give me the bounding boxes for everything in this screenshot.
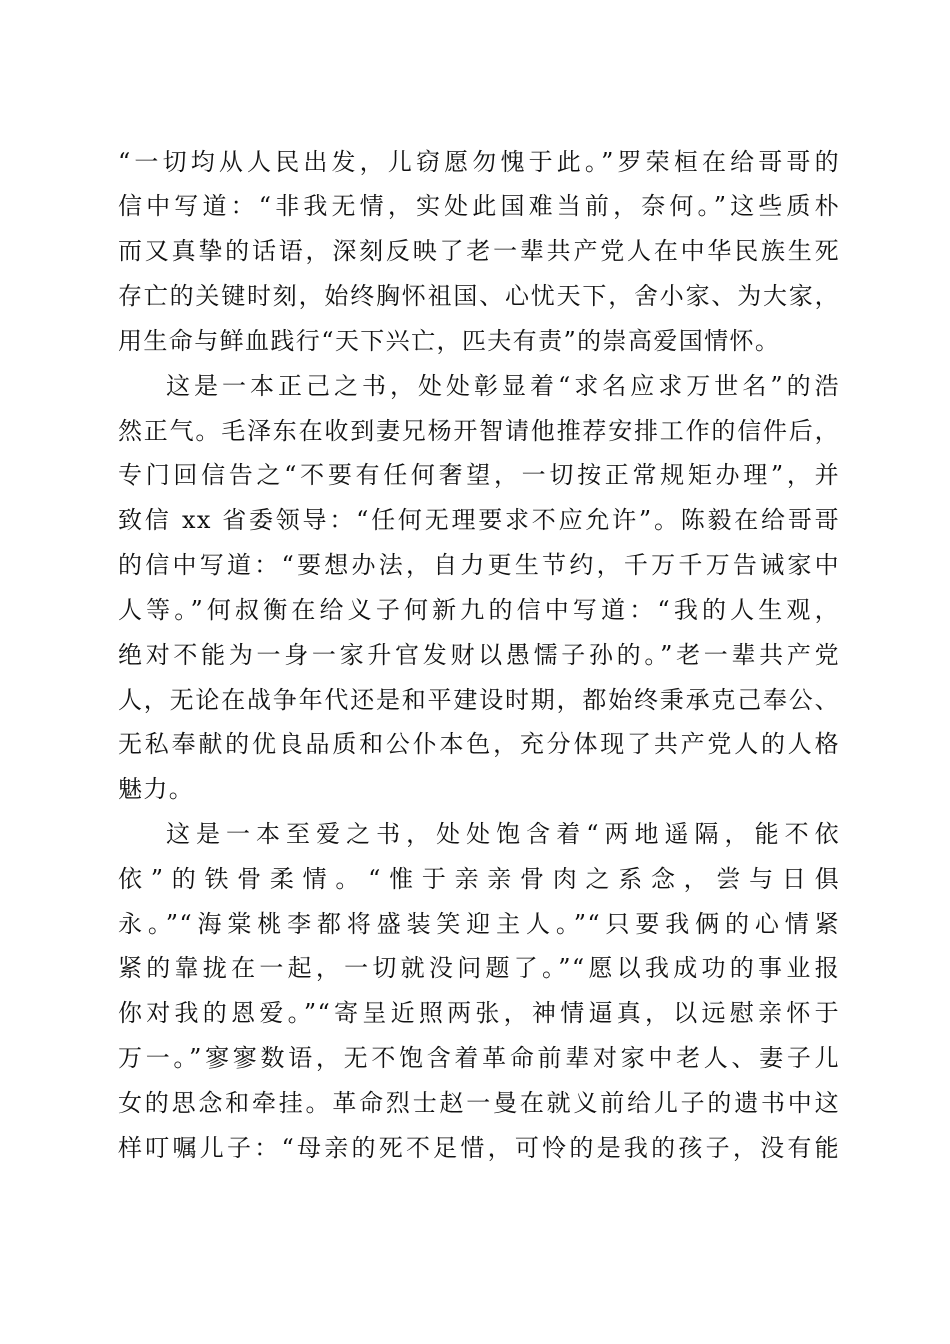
text-line: 样叮嘱儿子：“母亲的死不足惜，可怜的是我的孩子，没有能 bbox=[118, 1134, 840, 1162]
text-line: 紧的靠拢在一起，一切就没问题了。”“愿以我成功的事业报 bbox=[118, 954, 840, 982]
text-line: 你对我的恩爱。”“寄呈近照两张，神情逼真，以远慰亲怀于 bbox=[118, 999, 840, 1027]
text-line: 女的思念和牵挂。革命烈士赵一曼在就义前给儿子的遗书中这 bbox=[118, 1089, 840, 1117]
text-line: 而又真挚的话语，深刻反映了老一辈共产党人在中华民族生死 bbox=[118, 237, 840, 265]
text-line: 万一。”寥寥数语，无不饱含着革命前辈对家中老人、妻子儿 bbox=[118, 1044, 840, 1072]
text-line: 专门回信告之“不要有任何奢望，一切按正常规矩办理”，并 bbox=[118, 461, 840, 489]
text-line: 无私奉献的优良品质和公仆本色，充分体现了共产党人的人格 bbox=[118, 730, 840, 758]
text-line: 绝对不能为一身一家升官发财以愚懦子孙的。”老一辈共产党 bbox=[118, 641, 840, 669]
text-line: 依”的铁骨柔情。“惟于亲亲骨肉之系念，尝与日俱 bbox=[118, 865, 840, 893]
text-line: 永。”“海棠桃李都将盛装笑迎主人。”“只要我俩的心情紧 bbox=[118, 910, 840, 938]
text-line: 存亡的关键时刻，始终胸怀祖国、心忧天下，舍小家、为大家， bbox=[118, 282, 840, 310]
text-line: “一切均从人民出发，儿窃愿勿愧于此。”罗荣桓在给哥哥的 bbox=[118, 148, 840, 176]
text-line: 人，无论在战争年代还是和平建设时期，都始终秉承克己奉公、 bbox=[118, 686, 840, 714]
text-line: 魅力。 bbox=[118, 775, 195, 803]
text-line: 人等。”何叔衡在给义子何新九的信中写道：“我的人生观， bbox=[118, 596, 840, 624]
text-line: 致信 xx 省委领导：“任何无理要求不应允许”。陈毅在给哥哥 bbox=[118, 506, 840, 534]
text-line: 然正气。毛泽东在收到妻兄杨开智请他推荐安排工作的信件后， bbox=[118, 417, 840, 445]
text-line: 的信中写道：“要想办法，自力更生节约，千万千万告诫家中 bbox=[118, 551, 840, 579]
text-line: 用生命与鲜血践行“天下兴亡，匹夫有责”的崇高爱国情怀。 bbox=[118, 327, 781, 355]
text-line: 信中写道：“非我无情，实处此国难当前，奈何。”这些质朴 bbox=[118, 192, 840, 220]
paragraph-start-line: 这是一本正己之书，处处彰显着“求名应求万世名”的浩 bbox=[166, 372, 840, 400]
paragraph-start-line: 这是一本至爱之书，处处饱含着“两地遥隔，能不依 bbox=[166, 820, 840, 848]
